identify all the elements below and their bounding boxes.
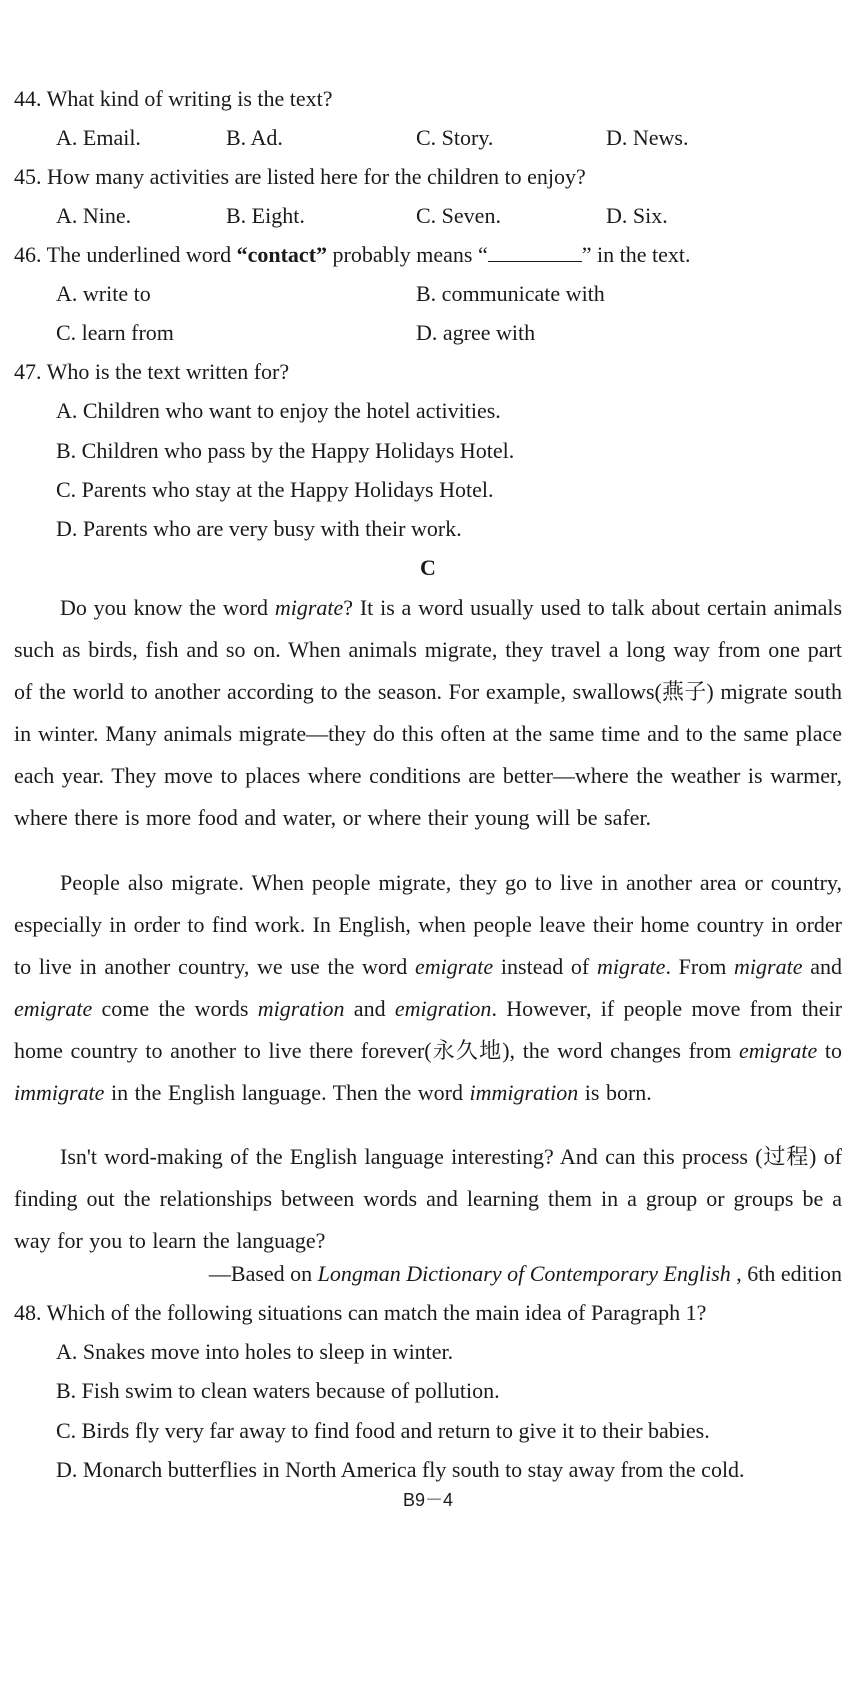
question-text: What kind of writing is the text? [46, 86, 333, 111]
paragraph-text: People also migrate. When people migrate, they go to live in another area or country, especially in order to find work. In English, when people leave their home country in order to live in another country, we use the word [14, 870, 842, 979]
answer-blank [488, 243, 582, 262]
question-text: probably means “ [327, 242, 488, 267]
paragraph-text: to [817, 1038, 842, 1063]
question-48-option-d: D. Monarch butterflies in North America fly south to stay away from the cold. [56, 1457, 745, 1482]
paragraph-text: Do you know the word [60, 595, 275, 620]
question-46-stem [14, 240, 690, 270]
italic-term: immigrate [14, 1080, 105, 1105]
passage-paragraph-1 [14, 587, 842, 839]
italic-term: emigrate [739, 1038, 818, 1063]
question-number: 48. [14, 1300, 42, 1325]
page-number: B9－4 [402, 1490, 454, 1510]
italic-term: emigrate [14, 996, 93, 1021]
italic-term: emigrate [414, 954, 494, 979]
paragraph-text: and [802, 954, 842, 979]
question-46-option-c: C. learn from [56, 320, 174, 345]
question-47-option-c: C. Parents who stay at the Happy Holidays Hotel. [56, 477, 494, 502]
citation-suffix: , 6th edition [730, 1261, 842, 1286]
question-text: Who is the text written for? [46, 359, 290, 384]
question-44-stem [14, 84, 333, 114]
question-45-option-d: D. Six. [606, 203, 668, 228]
question-45-stem [14, 162, 586, 192]
paragraph-text: . However, if people move from their home country to another to live there forever(永久地), the word changes from [14, 996, 843, 1063]
question-44-option-a: A. Email. [56, 125, 141, 150]
question-48-stem [14, 1298, 706, 1328]
paragraph-text: instead of [493, 954, 597, 979]
question-47-option-d: D. Parents who are very busy with their work. [56, 516, 462, 541]
paragraph-text: come the words [92, 996, 258, 1021]
question-48-option-a: A. Snakes move into holes to sleep in winter. [56, 1339, 454, 1364]
question-45-option-b: B. Eight. [226, 203, 305, 228]
bold-keyword: “contact” [236, 242, 328, 267]
question-46-option-b: B. communicate with [416, 281, 605, 306]
question-text: ” in the text. [581, 242, 691, 267]
question-number: 45. [14, 164, 42, 189]
question-number: 46. [14, 242, 42, 267]
question-44-option-d: D. News. [606, 125, 689, 150]
question-47-option-a: A. Children who want to enjoy the hotel activities. [56, 398, 501, 423]
question-45-option-a: A. Nine. [56, 203, 132, 228]
question-number: 44. [14, 86, 42, 111]
question-47-option-b: B. Children who pass by the Happy Holidays Hotel. [56, 438, 515, 463]
question-text: How many activities are listed here for the children to enjoy? [47, 164, 586, 189]
italic-term: migration [257, 996, 345, 1021]
italic-term: migrate [734, 954, 803, 979]
italic-term: migrate [274, 595, 344, 620]
paragraph-text: ? It is a word usually used to talk about certain animals such as birds, fish and so on. When animals migrate, they travel a long way from one part of the world to another according to the season. For example, swallows(燕子) migrate south in winter. Many animals migrate—they do this often at the same time and to the same place each year. They move to places where conditions are better—where the weather is warmer, where there is more food and water, or where their young will be safer. [14, 595, 843, 830]
passage-paragraph-2 [14, 862, 842, 1114]
paragraph-text: . From [665, 954, 735, 979]
passage-paragraph-3: Isn't word-making of the English language interesting? And can this process (过程) of finding out the relationships between words and learning them in a group or groups be a way for you to learn the language? [14, 1144, 842, 1253]
question-text: The underlined word [46, 242, 237, 267]
citation-title: Longman Dictionary of Contemporary English [317, 1261, 731, 1286]
paragraph-text: in the English language. Then the word [104, 1080, 470, 1105]
question-text: Which of the following situations can match the main idea of Paragraph 1? [46, 1300, 707, 1325]
question-48-option-b: B. Fish swim to clean waters because of pollution. [56, 1378, 500, 1403]
source-citation [209, 1259, 842, 1289]
question-46-option-a: A. write to [56, 281, 151, 306]
italic-term: immigration [469, 1080, 579, 1105]
question-45-option-c: C. Seven. [416, 203, 501, 228]
paragraph-text: and [344, 996, 395, 1021]
italic-term: emigration [394, 996, 492, 1021]
question-47-stem [14, 357, 289, 387]
question-number: 47. [14, 359, 42, 384]
question-46-option-d: D. agree with [416, 320, 536, 345]
citation-prefix: —Based on [208, 1261, 318, 1286]
question-48-option-c: C. Birds fly very far away to find food and return to give it to their babies. [56, 1418, 710, 1443]
question-44-option-c: C. Story. [416, 125, 494, 150]
italic-term: migrate [596, 954, 666, 979]
section-title: C [420, 555, 436, 580]
paragraph-text: is born. [578, 1080, 652, 1105]
question-44-option-b: B. Ad. [226, 125, 283, 150]
